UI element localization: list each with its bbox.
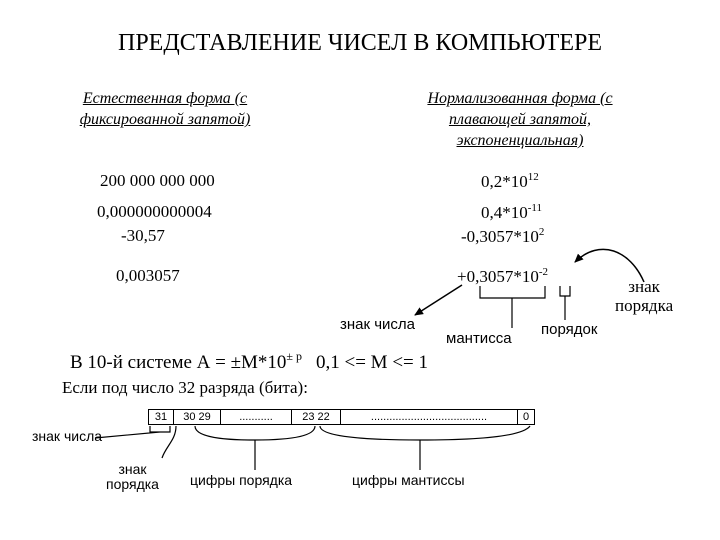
bit-exponent-sign-label-line: знак xyxy=(118,461,147,477)
bit-exponent-sign-label-line: порядка xyxy=(106,476,159,492)
order-brace xyxy=(560,286,570,320)
bit-cell: 30 29 xyxy=(174,410,221,425)
bit-number-sign-label: знак числа xyxy=(32,428,103,444)
float-mantissa: -0,3057*10 xyxy=(461,227,539,246)
float-exponent: -2 xyxy=(538,266,549,278)
float-exponent: 2 xyxy=(538,226,545,238)
bit-cell: 31 xyxy=(149,410,174,425)
natural-form-header-line: Естественная форма (с xyxy=(82,90,248,107)
bit-cell: 0 xyxy=(518,410,535,425)
float-mantissa: +0,3057*10 xyxy=(457,267,539,286)
formula-condition: 0,1 <= М <= 1 xyxy=(316,352,429,373)
exponent-digits-brace xyxy=(195,426,315,470)
normalized-form-header-line: экспоненциальная) xyxy=(456,132,584,149)
mantissa-label: мантисса xyxy=(446,330,512,347)
number-sign-arrow xyxy=(415,285,462,315)
exponent-sign-label-line: порядка xyxy=(615,296,674,315)
bit-sign-brace xyxy=(95,426,170,438)
bit-cell: ........... xyxy=(221,410,292,425)
number-sign-label: знак числа xyxy=(340,316,416,333)
fixed-value: 0,000000000004 xyxy=(97,202,212,221)
float-exponent: 12 xyxy=(527,171,539,183)
normalized-form-header-line: плавающей запятой, xyxy=(448,111,592,128)
fixed-value: 200 000 000 000 xyxy=(100,171,215,190)
exponent-sign-label-line: знак xyxy=(628,277,660,296)
natural-form-header-line: фиксированной запятой) xyxy=(79,111,251,128)
float-mantissa: 0,2*10 xyxy=(481,172,528,191)
page-title: ПРЕДСТАВЛЕНИЕ ЧИСЕЛ В КОМПЬЮТЕРЕ xyxy=(117,30,603,56)
formula-exponent: ± р xyxy=(286,349,302,363)
bit-cell: 23 22 xyxy=(292,410,341,425)
order-label: порядок xyxy=(541,321,598,338)
fixed-value: -30,57 xyxy=(121,226,165,245)
float-exponent: -11 xyxy=(527,202,543,214)
float-mantissa: 0,4*10 xyxy=(481,203,528,222)
mantissa-digits-label: цифры мантиссы xyxy=(352,472,465,488)
formula-text: В 10-й системе А = ±М*10 xyxy=(70,352,287,373)
mantissa-digits-brace xyxy=(320,426,530,470)
fixed-value: 0,003057 xyxy=(116,266,180,285)
mantissa-brace xyxy=(480,286,545,328)
exponent-digits-label: цифры порядка xyxy=(190,472,293,488)
normalized-form-header-line: Нормализованная форма (с xyxy=(427,90,613,107)
exponent-sign-arrow xyxy=(575,249,644,282)
bit-cell: ...................................... xyxy=(341,410,518,425)
bits-intro: Если под число 32 разряда (бита): xyxy=(62,378,308,397)
bit-exp-sign-brace xyxy=(162,426,176,458)
